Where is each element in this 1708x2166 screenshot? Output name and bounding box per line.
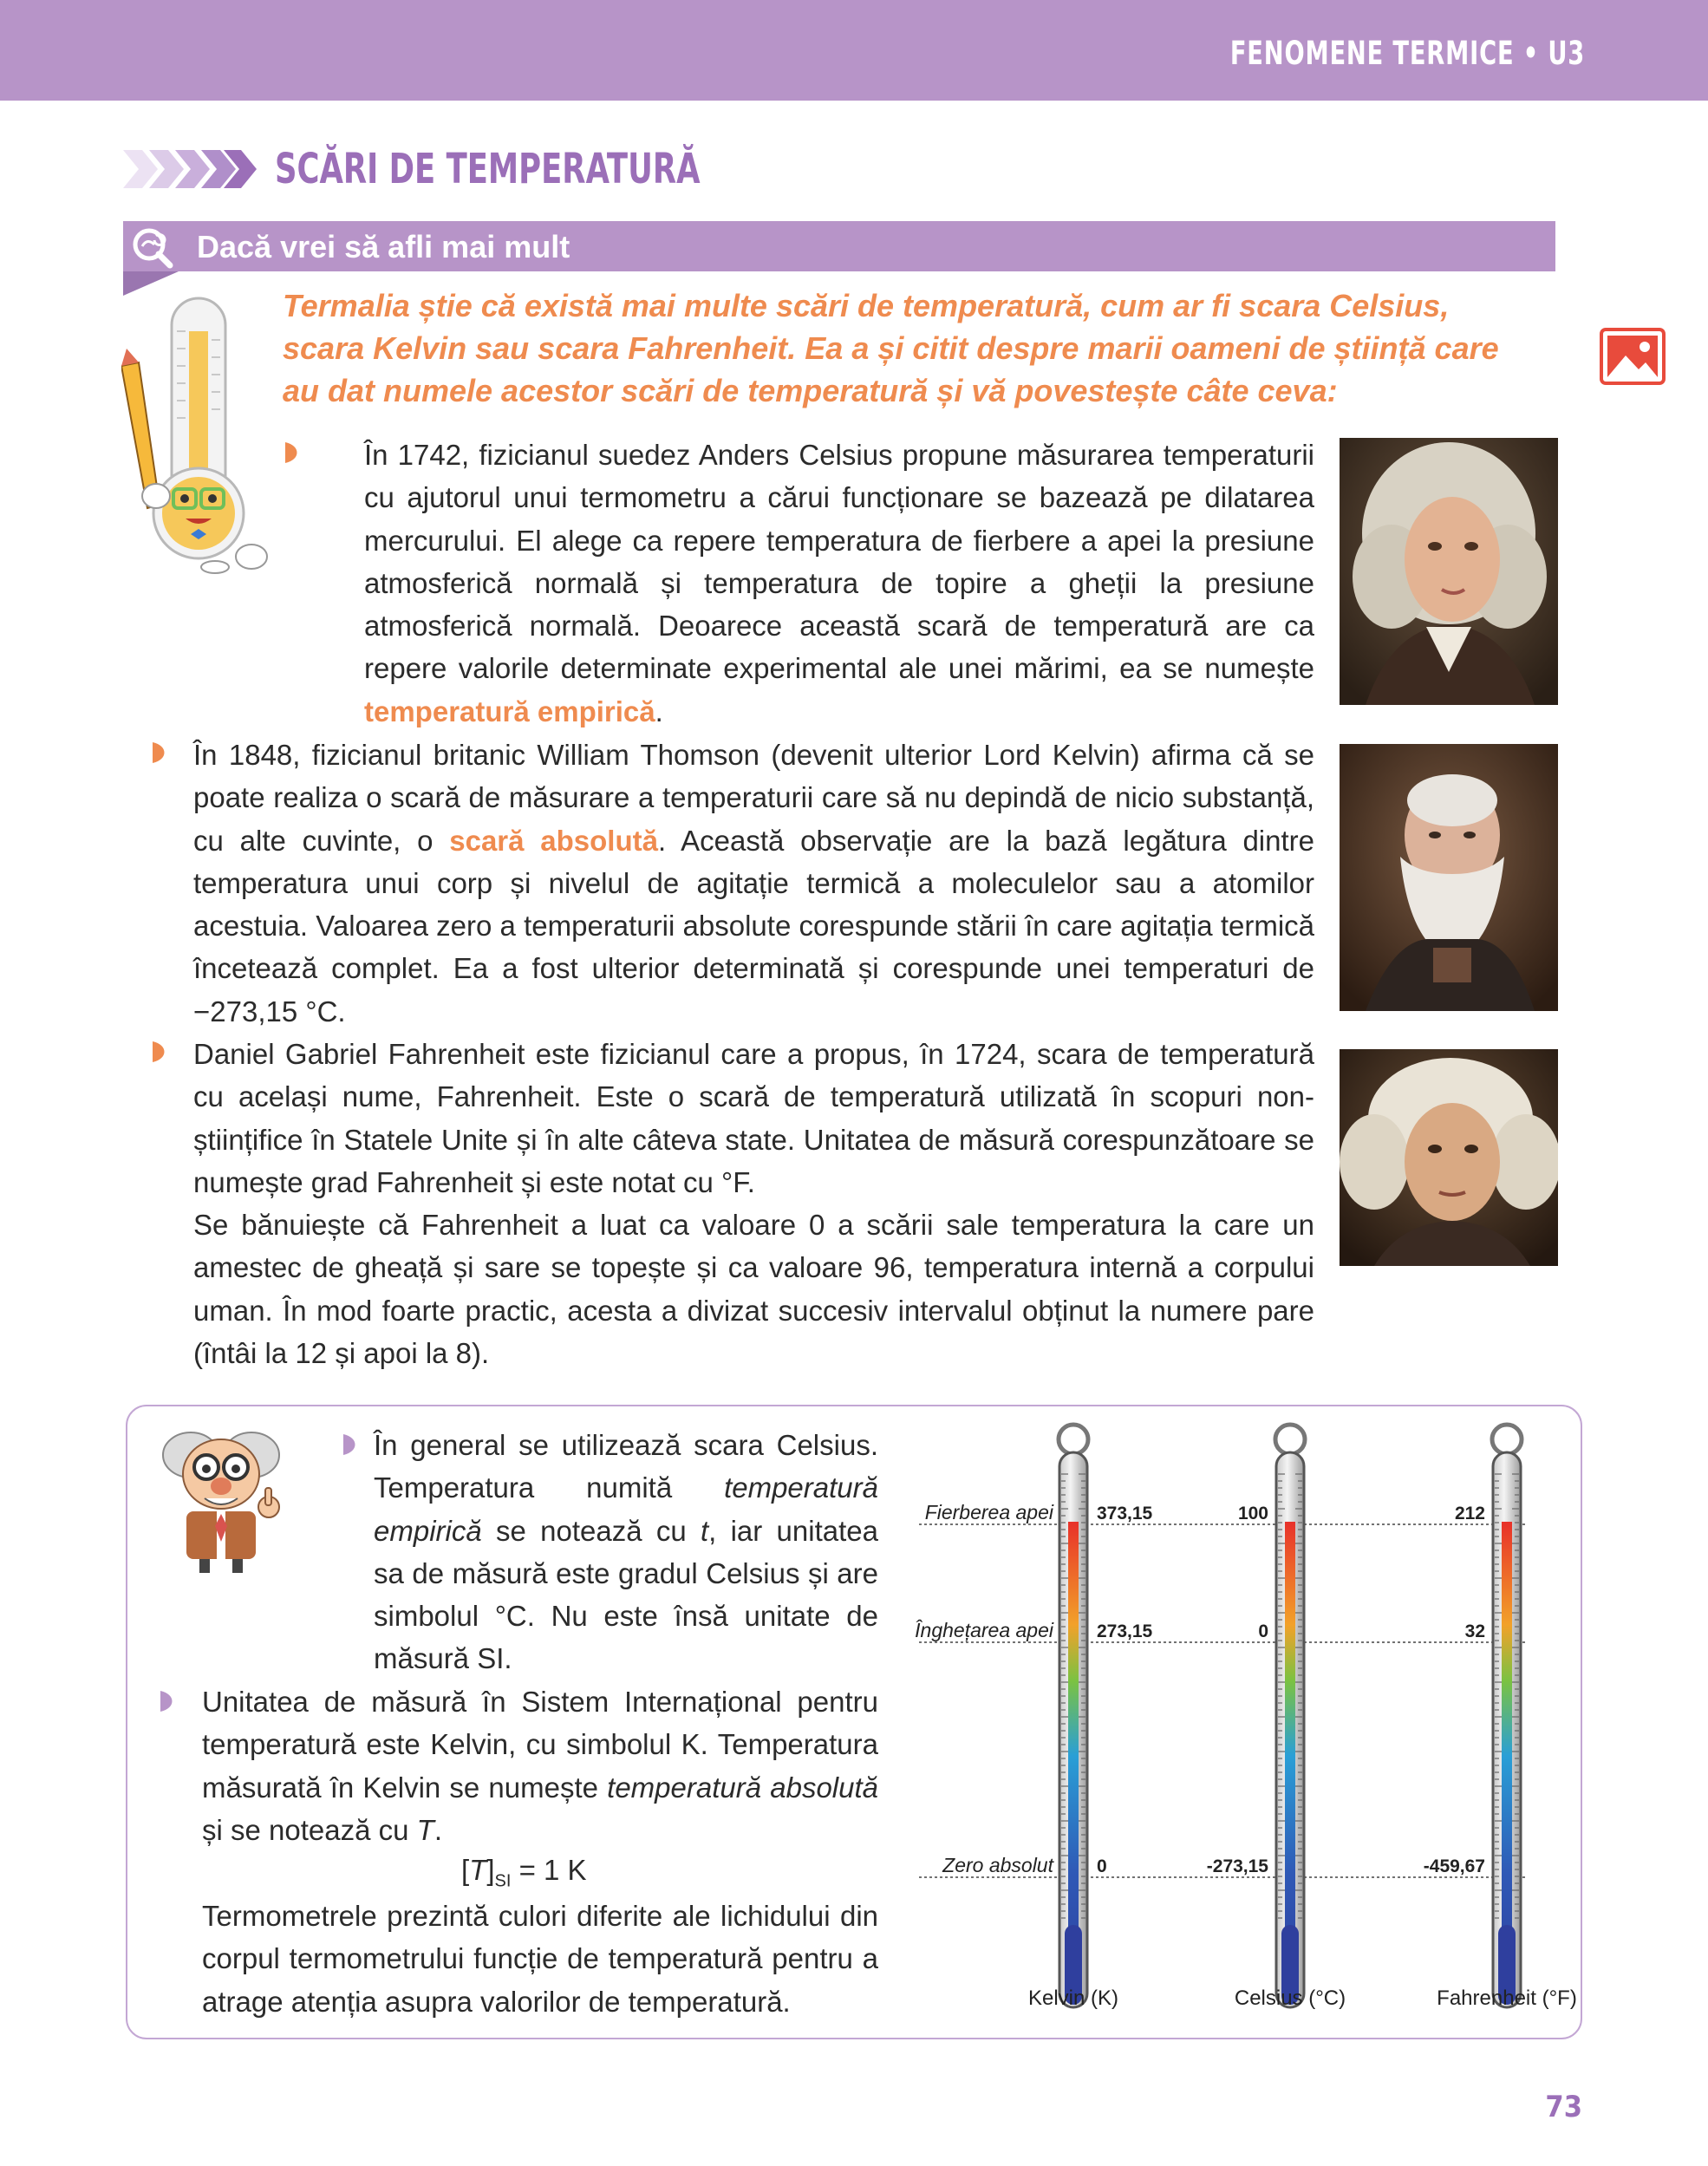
formula-subscript: SI (494, 1871, 512, 1891)
info-bar-tail (123, 271, 179, 296)
celsius-note-em-2: t (700, 1514, 709, 1547)
kelvin-note-em-1: temperatură absolută (607, 1771, 878, 1804)
info-bar-label: Dacă vrei să afli mai mult (197, 229, 570, 264)
fahrenheit-paragraph (193, 1033, 1314, 1374)
highlight-absolute-scale: scară absolută (449, 824, 658, 857)
fahrenheit-value-freezing: 32 (1464, 1621, 1485, 1641)
formula-variable: T (469, 1854, 487, 1886)
page-number: 73 (1545, 2090, 1582, 2124)
fahrenheit-scale-name: Fahrenheit (°F) (1437, 1987, 1577, 2010)
portrait-anders-celsius (1340, 438, 1558, 705)
kelvin-text-end: . Această observație are la bază legătura dintre temperatura unui corp și nivelul de agitație termică a moleculelor sau a atomilor acestuia. Valoarea zero a temperaturii absolute corespunde stării în care agitația termică încetează complet. Ea a fost ulterior determinată și corespunde unei temperaturi de −273,15 °C. (193, 824, 1314, 1028)
bullet-icon (285, 442, 297, 463)
image-gallery-icon[interactable] (1600, 328, 1666, 385)
bullet-icon (153, 1041, 165, 1062)
kelvin-note-text-1: Unitatea de măsură în Sistem Internațional pentru temperatură este Kelvin, cu simbolul K. Temperatura măsurată în Kelvin se numește (202, 1686, 878, 1804)
magnifier-icon (130, 224, 177, 271)
fahrenheit-text-2: Se bănuiește că Fahrenheit a luat ca valoare 0 a scării sale temperatura la care un amestec de gheață și sare se topește și ca valoare 96, temperatura internă a corpului uman. În mod foarte practic, acesta a divizat succesiv intervalul obținut la numere pare (întâi la 12 și apoi la 8). (193, 1209, 1314, 1370)
kelvin-thermometer (1059, 1425, 1088, 2007)
thermometer-mascot-illustration (121, 297, 273, 574)
kelvin-value-zero: 0 (1097, 1856, 1107, 1876)
fahrenheit-text: Daniel Gabriel Fahrenheit este fizicianul care a propus, în 1724, scara de temperatură cu același nume, Fahrenheit. Este o scară de temperatură utilizată în scopuri non-științifice în Statele Unite și în alte câteva state. Unitatea de măsură corespunzătoare se numește grad Fahrenheit și este notat cu °F. (193, 1038, 1314, 1198)
celsius-value-zero: -273,15 (1206, 1856, 1268, 1876)
celsius-note-text-2: se notează cu (481, 1514, 701, 1547)
chevrons-icon (123, 150, 258, 188)
portrait-daniel-fahrenheit (1340, 1049, 1558, 1266)
celsius-scale-name: Celsius (°C) (1234, 1987, 1346, 2010)
professor-mascot-illustration (147, 1420, 295, 1576)
celsius-thermometer (1275, 1425, 1305, 2007)
kelvin-text: În 1848, fizicianul britanic William Thomson (devenit ulterior Lord Kelvin) afirma că se poate realiza o scară de măsurare a temperaturii care să nu depindă de nicio substanță, cu alte cuvinte, o (193, 739, 1314, 857)
bullet-icon (160, 1691, 173, 1712)
top-header-bar (0, 0, 1708, 101)
celsius-note-em-1: temperatură empirică (374, 1471, 878, 1547)
kelvin-paragraph (193, 734, 1314, 1033)
fahrenheit-thermometer (1492, 1425, 1522, 2007)
celsius-value-freezing: 0 (1258, 1621, 1268, 1641)
bullet-icon (343, 1434, 355, 1455)
celsius-note-text-3: , iar unitatea sa de măsură este gradul Celsius și are simbolul °C. Nu este însă unitate de măsură SI. (374, 1514, 878, 1675)
thermometer-scales-diagram (902, 1413, 1587, 2038)
celsius-note-text-1: În general se utilizează scara Celsius. Temperatura numită (374, 1429, 878, 1504)
celsius-text: În 1742, fizicianul suedez Anders Celsius propune măsurarea temperaturii cu ajutorul unui termometru a cărui funcționare se bazează pe dilatarea mercurului. El alege ca repere temperatura de fierbere a apei la presiune atmosferică normală și temperatura de topire a gheții la presiune atmosferică normală. Deoarece această scară de temperatură are ca repere valorile determinate experimental ale unei mărimi, ea se numește (364, 439, 1314, 685)
thermometer-note: Termometrele prezintă culori diferite ale lichidului din corpul termometrului funcție de temperatură pentru a atrage atenția asupra valorilor de temperatură. (202, 1900, 878, 2018)
section-title-row (123, 143, 793, 195)
celsius-text-end: . (655, 695, 663, 727)
running-title: FENOMENE TERMICE • U3 (1229, 35, 1585, 72)
celsius-note (374, 1424, 878, 1680)
fahrenheit-value-zero: -459,67 (1423, 1856, 1485, 1876)
formula-close-bracket: ] (486, 1854, 495, 1886)
portrait-lord-kelvin (1340, 744, 1558, 1011)
si-unit-formula (461, 1854, 587, 1892)
kelvin-note-text-3: . (434, 1813, 442, 1846)
intro-text: Termalia știe că există mai multe scări de temperatură, cum ar fi scara Celsius, scara Kelvin sau scara Fahrenheit. Ea a și citit despre marii oameni de știință care au dat numele acestor scări de temperatură și vă povestește câte ceva: (283, 288, 1499, 408)
kelvin-scale-name: Kelvin (K) (1027, 1987, 1119, 2010)
kelvin-note-text-2: și se notează cu (202, 1813, 417, 1846)
section-title: SCĂRI DE TEMPERATURĂ (275, 145, 701, 193)
kelvin-note (202, 1680, 878, 1851)
kelvin-note-em-2: T (416, 1813, 434, 1846)
fahrenheit-value-boiling: 212 (1454, 1504, 1485, 1523)
info-bar (123, 221, 1555, 271)
formula-open-bracket: [ (461, 1854, 470, 1886)
label-freezing-water: Înghețarea apei (915, 1619, 1053, 1641)
kelvin-value-boiling: 373,15 (1097, 1504, 1153, 1523)
label-boiling-water: Fierberea apei (924, 1501, 1053, 1523)
bullet-icon (153, 742, 165, 763)
kelvin-value-freezing: 273,15 (1097, 1621, 1153, 1641)
highlight-empirical-temperature: temperatură empirică (364, 695, 655, 727)
label-absolute-zero: Zero absolut (942, 1854, 1053, 1876)
celsius-paragraph (364, 434, 1314, 733)
celsius-value-boiling: 100 (1237, 1504, 1268, 1523)
formula-rhs: = 1 K (511, 1854, 587, 1886)
